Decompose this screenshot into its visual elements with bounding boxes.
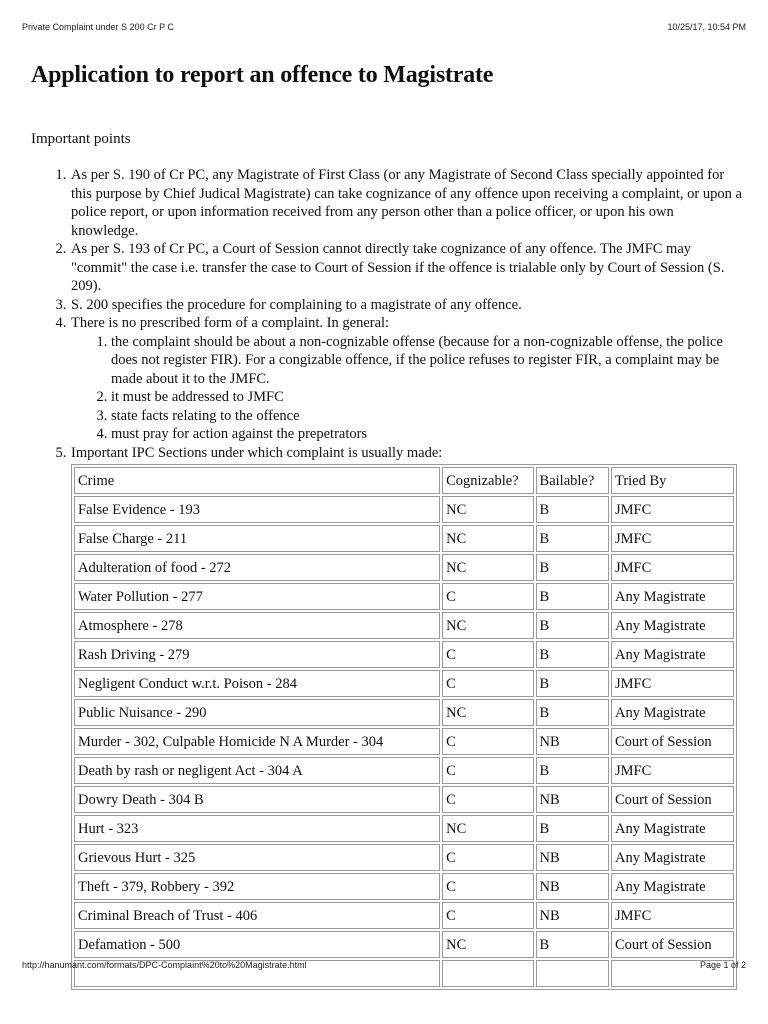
table-row bbox=[74, 641, 734, 668]
table-row bbox=[74, 931, 734, 958]
ipc-sections-table bbox=[71, 464, 737, 990]
cognizable-cell: C bbox=[442, 670, 533, 697]
cognizable-cell: NC bbox=[442, 612, 533, 639]
tried-by-cell: Any Magistrate bbox=[611, 583, 734, 610]
crime-cell: Defamation - 500 bbox=[74, 931, 440, 958]
sub-list-item: 4. must pray for action against the prepetrators bbox=[111, 425, 743, 444]
list-item: 1. As per S. 190 of Cr PC, any Magistrate of First Class (or any Magistrate of Second Class specially appointed for this purpose by Chief Judical Magistrate) can take cognizance of any offence upon receiving a complaint, or upon a police report, or upon information received from any person other than a police officer, or upon his own knowledge. bbox=[70, 166, 743, 240]
table-row bbox=[74, 728, 734, 755]
cognizable-cell: C bbox=[442, 786, 533, 813]
tried-by-cell: Court of Session bbox=[611, 728, 734, 755]
cognizable-cell: C bbox=[442, 641, 533, 668]
table-row bbox=[74, 786, 734, 813]
tried-by-cell: JMFC bbox=[611, 554, 734, 581]
table-header-row bbox=[74, 467, 734, 494]
bailable-cell: NB bbox=[536, 902, 609, 929]
crime-cell: Atmosphere - 278 bbox=[74, 612, 440, 639]
tried-by-cell: Any Magistrate bbox=[611, 699, 734, 726]
column-header: Crime bbox=[74, 467, 440, 494]
print-header-datetime: 10/25/17, 10:54 PM bbox=[667, 22, 746, 32]
bailable-cell: B bbox=[536, 612, 609, 639]
crime-cell: Adulteration of food - 272 bbox=[74, 554, 440, 581]
list-item bbox=[70, 314, 743, 444]
list-item-text: Important IPC Sections under which complaint is usually made: bbox=[71, 444, 443, 461]
bailable-cell: NB bbox=[536, 786, 609, 813]
cognizable-cell: NC bbox=[442, 496, 533, 523]
print-footer bbox=[22, 960, 746, 970]
crime-cell: Hurt - 323 bbox=[74, 815, 440, 842]
crime-cell: Water Pollution - 277 bbox=[74, 583, 440, 610]
important-points-list bbox=[31, 166, 743, 990]
cognizable-cell: C bbox=[442, 728, 533, 755]
bailable-cell: B bbox=[536, 525, 609, 552]
crime-cell: Death by rash or negligent Act - 304 A bbox=[74, 757, 440, 784]
bailable-cell: NB bbox=[536, 728, 609, 755]
cognizable-cell: C bbox=[442, 873, 533, 900]
bailable-cell: B bbox=[536, 931, 609, 958]
crime-cell: Murder - 302, Culpable Homicide N A Murder - 304 bbox=[74, 728, 440, 755]
table-row bbox=[74, 583, 734, 610]
tried-by-cell: Any Magistrate bbox=[611, 815, 734, 842]
cognizable-cell: NC bbox=[442, 931, 533, 958]
section-subheading: Important points bbox=[31, 131, 131, 147]
crime-cell: Grievous Hurt - 325 bbox=[74, 844, 440, 871]
bailable-cell: NB bbox=[536, 844, 609, 871]
table-row bbox=[74, 612, 734, 639]
cognizable-cell: C bbox=[442, 844, 533, 871]
bailable-cell: B bbox=[536, 757, 609, 784]
column-header: Bailable? bbox=[536, 467, 609, 494]
tried-by-cell: Any Magistrate bbox=[611, 844, 734, 871]
sub-list-item: 1. the complaint should be about a non-cognizable offense (because for a non-cognizable offense, the police does not register FIR). For a congizable offence, if the police refuses to register FIR, a complaint may be made about it to the JMFC. bbox=[111, 333, 743, 389]
page-url: http://hanumant.com/formats/DPC-Complaint%20to%20Magistrate.html bbox=[22, 960, 307, 970]
table-row bbox=[74, 525, 734, 552]
column-header: Cognizable? bbox=[442, 467, 533, 494]
crime-cell: Theft - 379, Robbery - 392 bbox=[74, 873, 440, 900]
table-row bbox=[74, 902, 734, 929]
cognizable-cell: NC bbox=[442, 815, 533, 842]
tried-by-cell: JMFC bbox=[611, 757, 734, 784]
table-row bbox=[74, 757, 734, 784]
tried-by-cell: Court of Session bbox=[611, 931, 734, 958]
tried-by-cell: Court of Session bbox=[611, 786, 734, 813]
document-body bbox=[31, 166, 743, 990]
tried-by-cell: Any Magistrate bbox=[611, 873, 734, 900]
tried-by-cell: JMFC bbox=[611, 902, 734, 929]
bailable-cell: B bbox=[536, 670, 609, 697]
table-row bbox=[74, 815, 734, 842]
tried-by-cell: JMFC bbox=[611, 525, 734, 552]
table-row bbox=[74, 554, 734, 581]
cognizable-cell: NC bbox=[442, 525, 533, 552]
cognizable-cell: C bbox=[442, 583, 533, 610]
sub-list-item: 2. it must be addressed to JMFC bbox=[111, 388, 743, 407]
bailable-cell: B bbox=[536, 641, 609, 668]
table-row bbox=[74, 496, 734, 523]
crime-cell: Rash Driving - 279 bbox=[74, 641, 440, 668]
cognizable-cell: NC bbox=[442, 699, 533, 726]
print-header-title: Private Complaint under S 200 Cr P C bbox=[22, 22, 174, 32]
column-header: Tried By bbox=[611, 467, 734, 494]
table-row bbox=[74, 844, 734, 871]
list-item: 3. S. 200 specifies the procedure for complaining to a magistrate of any offence. bbox=[70, 296, 743, 315]
table-row bbox=[74, 699, 734, 726]
tried-by-cell: JMFC bbox=[611, 496, 734, 523]
tried-by-cell: Any Magistrate bbox=[611, 641, 734, 668]
crime-cell: Public Nuisance - 290 bbox=[74, 699, 440, 726]
cognizable-cell: NC bbox=[442, 554, 533, 581]
crime-cell: False Evidence - 193 bbox=[74, 496, 440, 523]
list-item bbox=[70, 444, 743, 991]
page-number: Page 1 of 2 bbox=[699, 960, 746, 970]
table-row bbox=[74, 670, 734, 697]
bailable-cell: B bbox=[536, 699, 609, 726]
bailable-cell: B bbox=[536, 496, 609, 523]
bailable-cell: B bbox=[536, 554, 609, 581]
tried-by-cell: Any Magistrate bbox=[611, 612, 734, 639]
complaint-guidelines-list bbox=[71, 333, 743, 444]
cognizable-cell: C bbox=[442, 902, 533, 929]
crime-cell: Criminal Breach of Trust - 406 bbox=[74, 902, 440, 929]
list-item: 2. As per S. 193 of Cr PC, a Court of Session cannot directly take cognizance of any offence. The JMFC may "commit" the case i.e. transfer the case to Court of Session if the offence is trialable only by Court of Session (S. 209). bbox=[70, 240, 743, 296]
list-item-text: There is no prescribed form of a complaint. In general: bbox=[71, 315, 390, 331]
crime-cell: Negligent Conduct w.r.t. Poison - 284 bbox=[74, 670, 440, 697]
table-row bbox=[74, 873, 734, 900]
bailable-cell: B bbox=[536, 583, 609, 610]
bailable-cell: B bbox=[536, 815, 609, 842]
tried-by-cell: JMFC bbox=[611, 670, 734, 697]
bailable-cell: NB bbox=[536, 873, 609, 900]
print-header bbox=[22, 22, 746, 32]
cognizable-cell: C bbox=[442, 757, 533, 784]
crime-cell: Dowry Death - 304 B bbox=[74, 786, 440, 813]
sub-list-item: 3. state facts relating to the offence bbox=[111, 407, 743, 426]
crime-cell: False Charge - 211 bbox=[74, 525, 440, 552]
page-title: Application to report an offence to Magistrate bbox=[31, 62, 494, 88]
